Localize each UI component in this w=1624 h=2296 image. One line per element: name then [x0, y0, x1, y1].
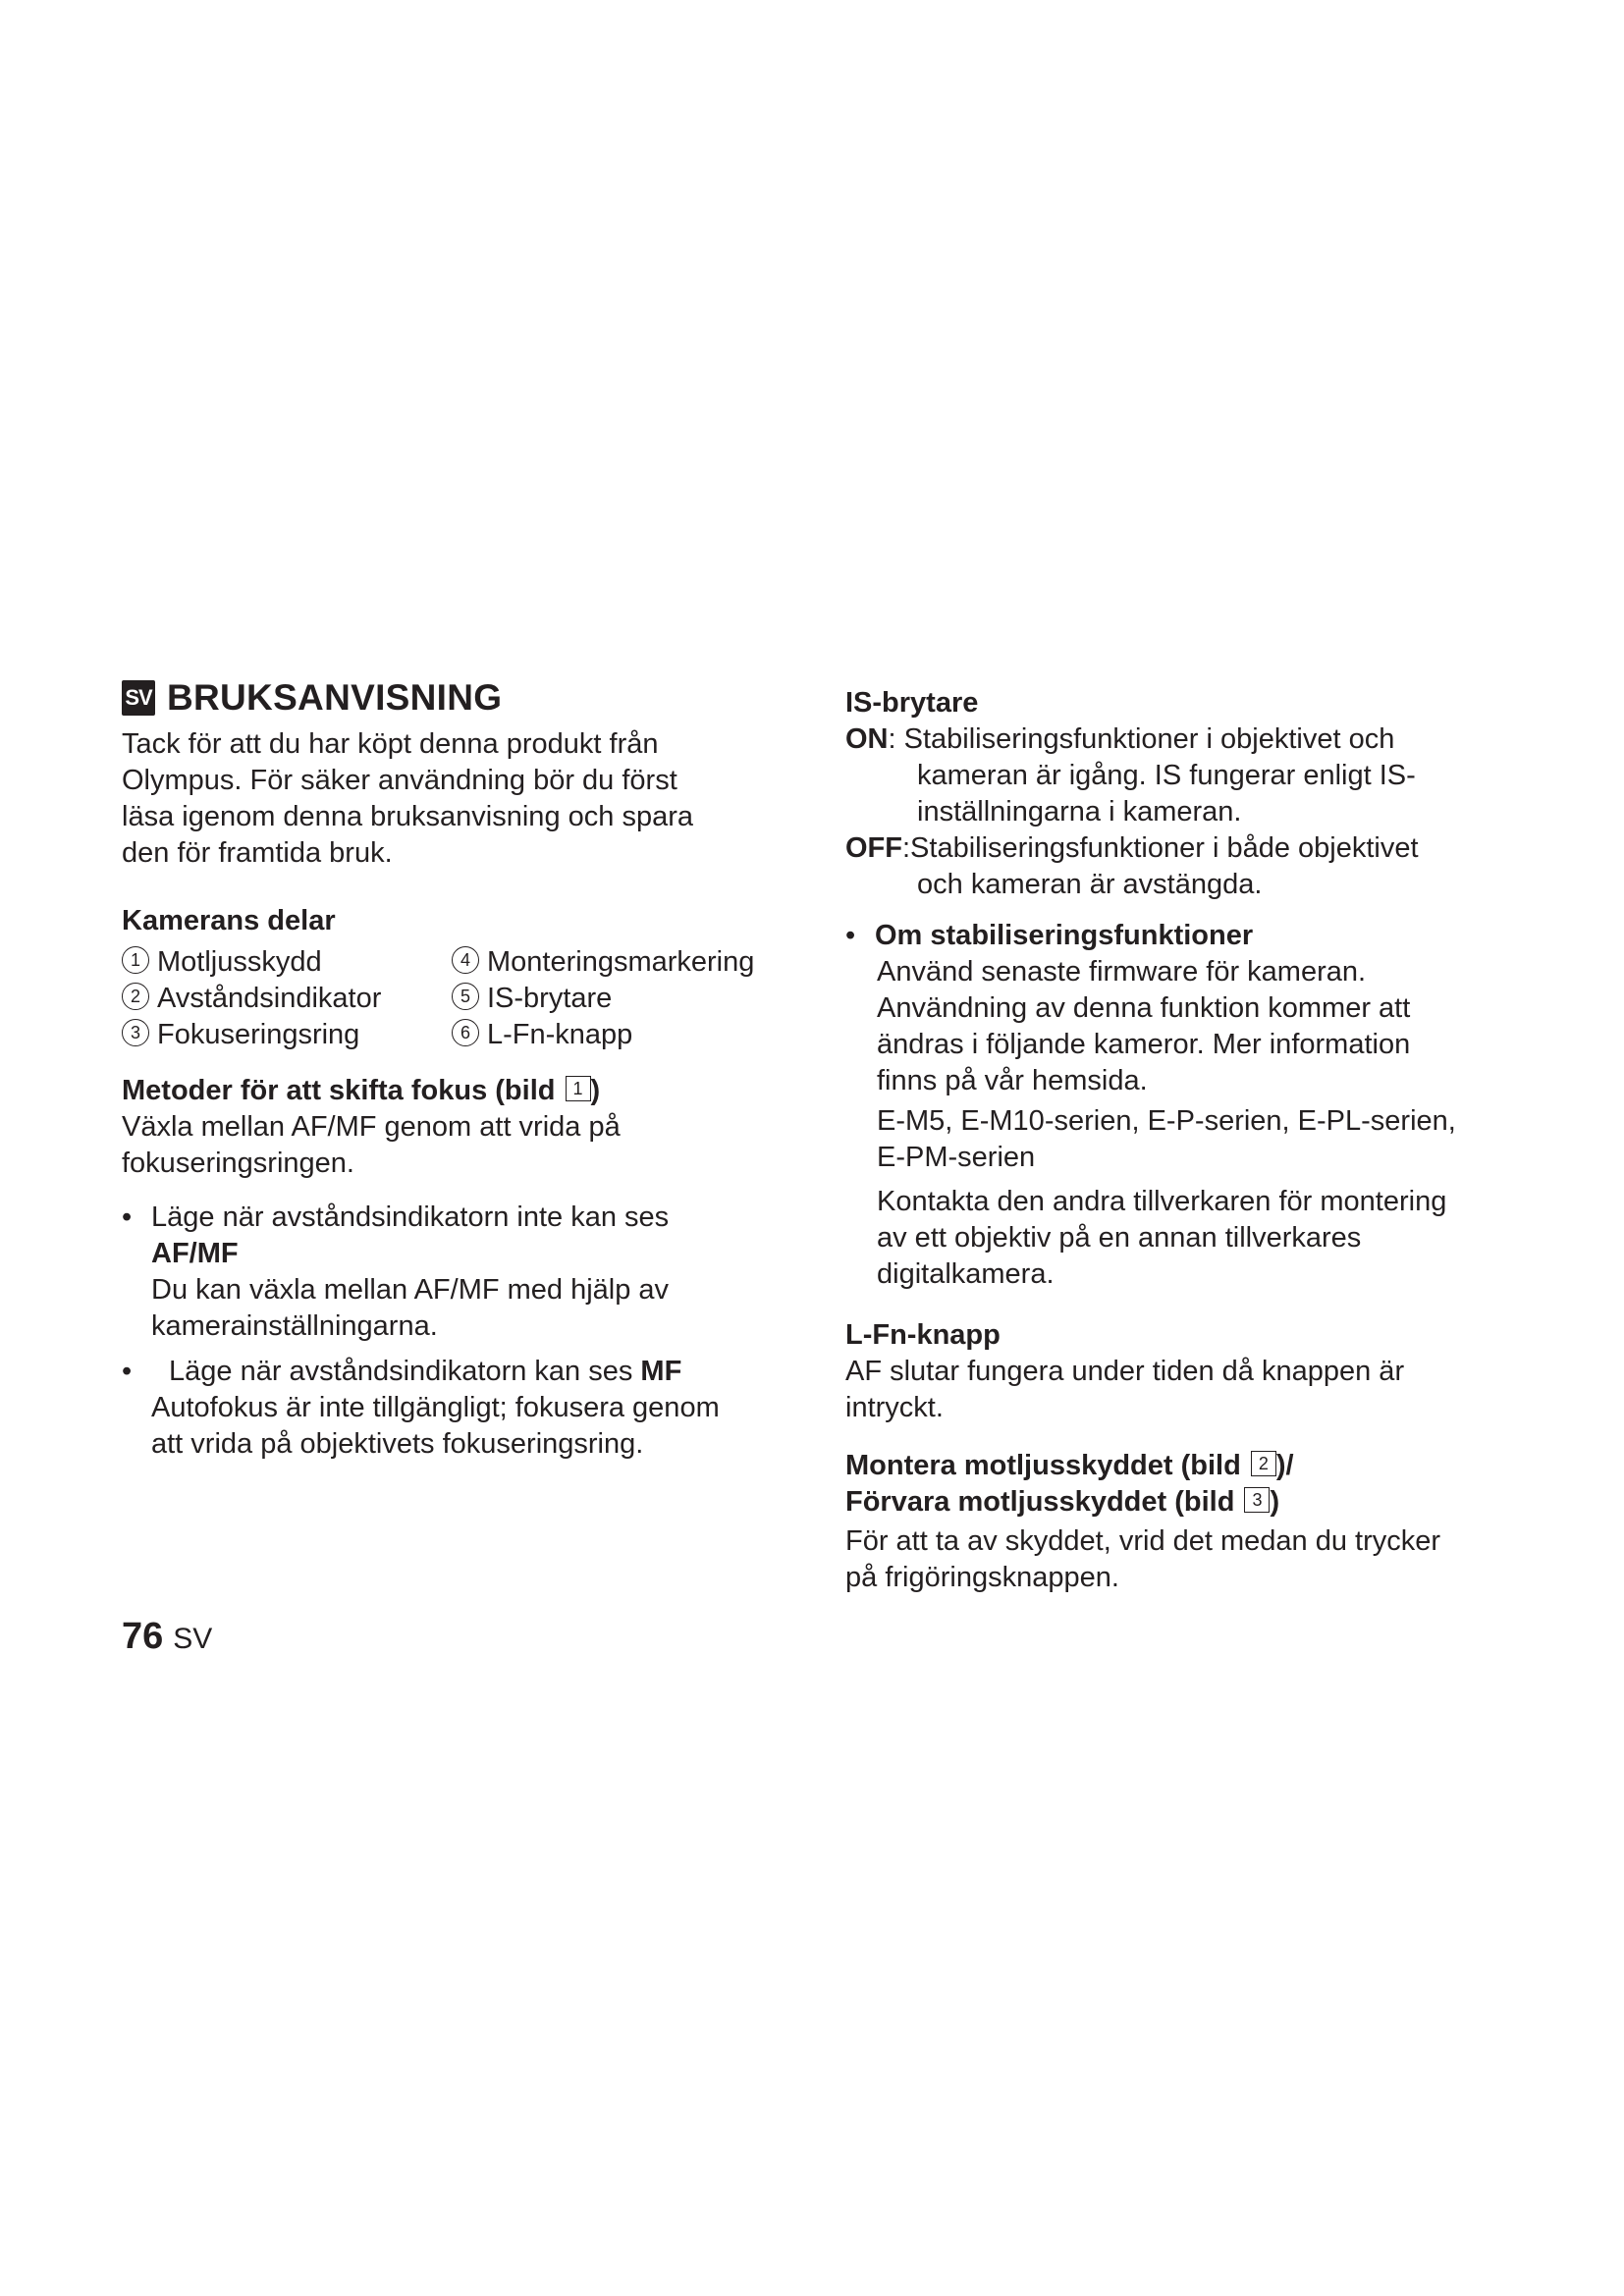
- stab-text: Använd senaste firmware för kameran.: [877, 956, 1367, 988]
- store-heading: Förvara motljusskyddet (bild 3 ): [845, 1486, 1280, 1518]
- on-line: ON: Stabiliseringsfunktioner i objektivet och: [845, 723, 1395, 755]
- stab-heading: • Om stabiliseringsfunktioner: [845, 918, 1253, 954]
- off-line: OFF:Stabiliseringsfunktioner i både objektivet: [845, 832, 1419, 864]
- lfn-heading: L-Fn-knapp: [845, 1319, 1001, 1351]
- bullet-text: kamerainställningarna.: [151, 1310, 438, 1342]
- bullet-text: Autofokus är inte tillgängligt; fokusera genom: [151, 1392, 720, 1423]
- figure-ref-box: 2: [1251, 1451, 1276, 1476]
- page-language: SV: [173, 1623, 213, 1655]
- stab-text: ändras i följande kameror. Mer information: [877, 1029, 1411, 1060]
- number-circle: 2: [122, 983, 149, 1010]
- mount-heading: Montera motljusskyddet (bild 2 )/: [845, 1450, 1294, 1481]
- page-title: [122, 677, 502, 719]
- stab-models: E-M5, E-M10-serien, E-P-serien, E-PL-serien,: [877, 1105, 1456, 1137]
- figure-ref-box: 3: [1244, 1487, 1270, 1513]
- stab-text: Användning av denna funktion kommer att: [877, 992, 1411, 1024]
- bullet-text: att vrida på objektivets fokuseringsring.: [151, 1428, 644, 1460]
- title-text: BRUKSANVISNING: [167, 677, 503, 718]
- mount-text: För att ta av skyddet, vrid det medan du trycker: [845, 1525, 1441, 1557]
- on-text: kameran är igång. IS fungerar enligt IS-: [917, 760, 1416, 791]
- intro-line: läsa igenom denna bruksanvisning och spara: [122, 801, 693, 832]
- bullet-item: • Läge när avståndsindikatorn kan ses MF: [122, 1354, 681, 1390]
- bullet-icon: •: [845, 920, 856, 951]
- bullet-text: Du kan växla mellan AF/MF med hjälp av: [151, 1274, 670, 1306]
- focus-text: fokuseringsringen.: [122, 1148, 354, 1179]
- bullet-icon: •: [122, 1356, 133, 1387]
- bullet-item: • Läge när avståndsindikatorn inte kan ses: [122, 1200, 669, 1236]
- bullet-bold: AF/MF: [151, 1238, 239, 1269]
- focus-heading: Metoder för att skifta fokus (bild 1 ): [122, 1075, 601, 1106]
- intro-line: Olympus. För säker användning bör du först: [122, 765, 677, 796]
- lfn-text: AF slutar fungera under tiden då knappen är: [845, 1356, 1405, 1387]
- part-item: 4 Monteringsmarkering: [452, 944, 754, 981]
- stab-contact: Kontakta den andra tillverkaren för montering: [877, 1186, 1447, 1217]
- parts-heading: Kamerans delar: [122, 905, 336, 936]
- number-circle: 4: [452, 946, 479, 974]
- mount-text: på frigöringsknappen.: [845, 1562, 1119, 1593]
- stab-contact: digitalkamera.: [877, 1258, 1055, 1290]
- part-item: 2 Avståndsindikator: [122, 981, 381, 1017]
- figure-ref-box: 1: [566, 1076, 591, 1101]
- on-text: inställningarna i kameran.: [917, 796, 1242, 828]
- part-item: 5 IS-brytare: [452, 981, 612, 1017]
- on-label: ON: [845, 723, 889, 755]
- number-circle: 3: [122, 1019, 149, 1046]
- stab-contact: av ett objektiv på en annan tillverkares: [877, 1222, 1362, 1254]
- part-item: 3 Fokuseringsring: [122, 1017, 359, 1053]
- page-number: 76: [122, 1616, 164, 1657]
- focus-text: Växla mellan AF/MF genom att vrida på: [122, 1111, 621, 1143]
- number-circle: 5: [452, 983, 479, 1010]
- stab-models: E-PM-serien: [877, 1142, 1036, 1173]
- off-text: och kameran är avstängda.: [917, 869, 1263, 900]
- is-heading: IS-brytare: [845, 687, 979, 719]
- intro-line: Tack för att du har köpt denna produkt från: [122, 728, 659, 760]
- number-circle: 1: [122, 946, 149, 974]
- bullet-icon: •: [122, 1201, 133, 1233]
- lfn-text: intryckt.: [845, 1392, 944, 1423]
- page-footer: [122, 1616, 212, 1658]
- part-item: 1 Motljusskydd: [122, 944, 322, 981]
- part-item: 6 L-Fn-knapp: [452, 1017, 632, 1053]
- intro-line: den för framtida bruk.: [122, 837, 393, 869]
- language-badge: SV: [122, 680, 155, 716]
- stab-text: finns på vår hemsida.: [877, 1065, 1148, 1096]
- off-label: OFF: [845, 832, 902, 864]
- number-circle: 6: [452, 1019, 479, 1046]
